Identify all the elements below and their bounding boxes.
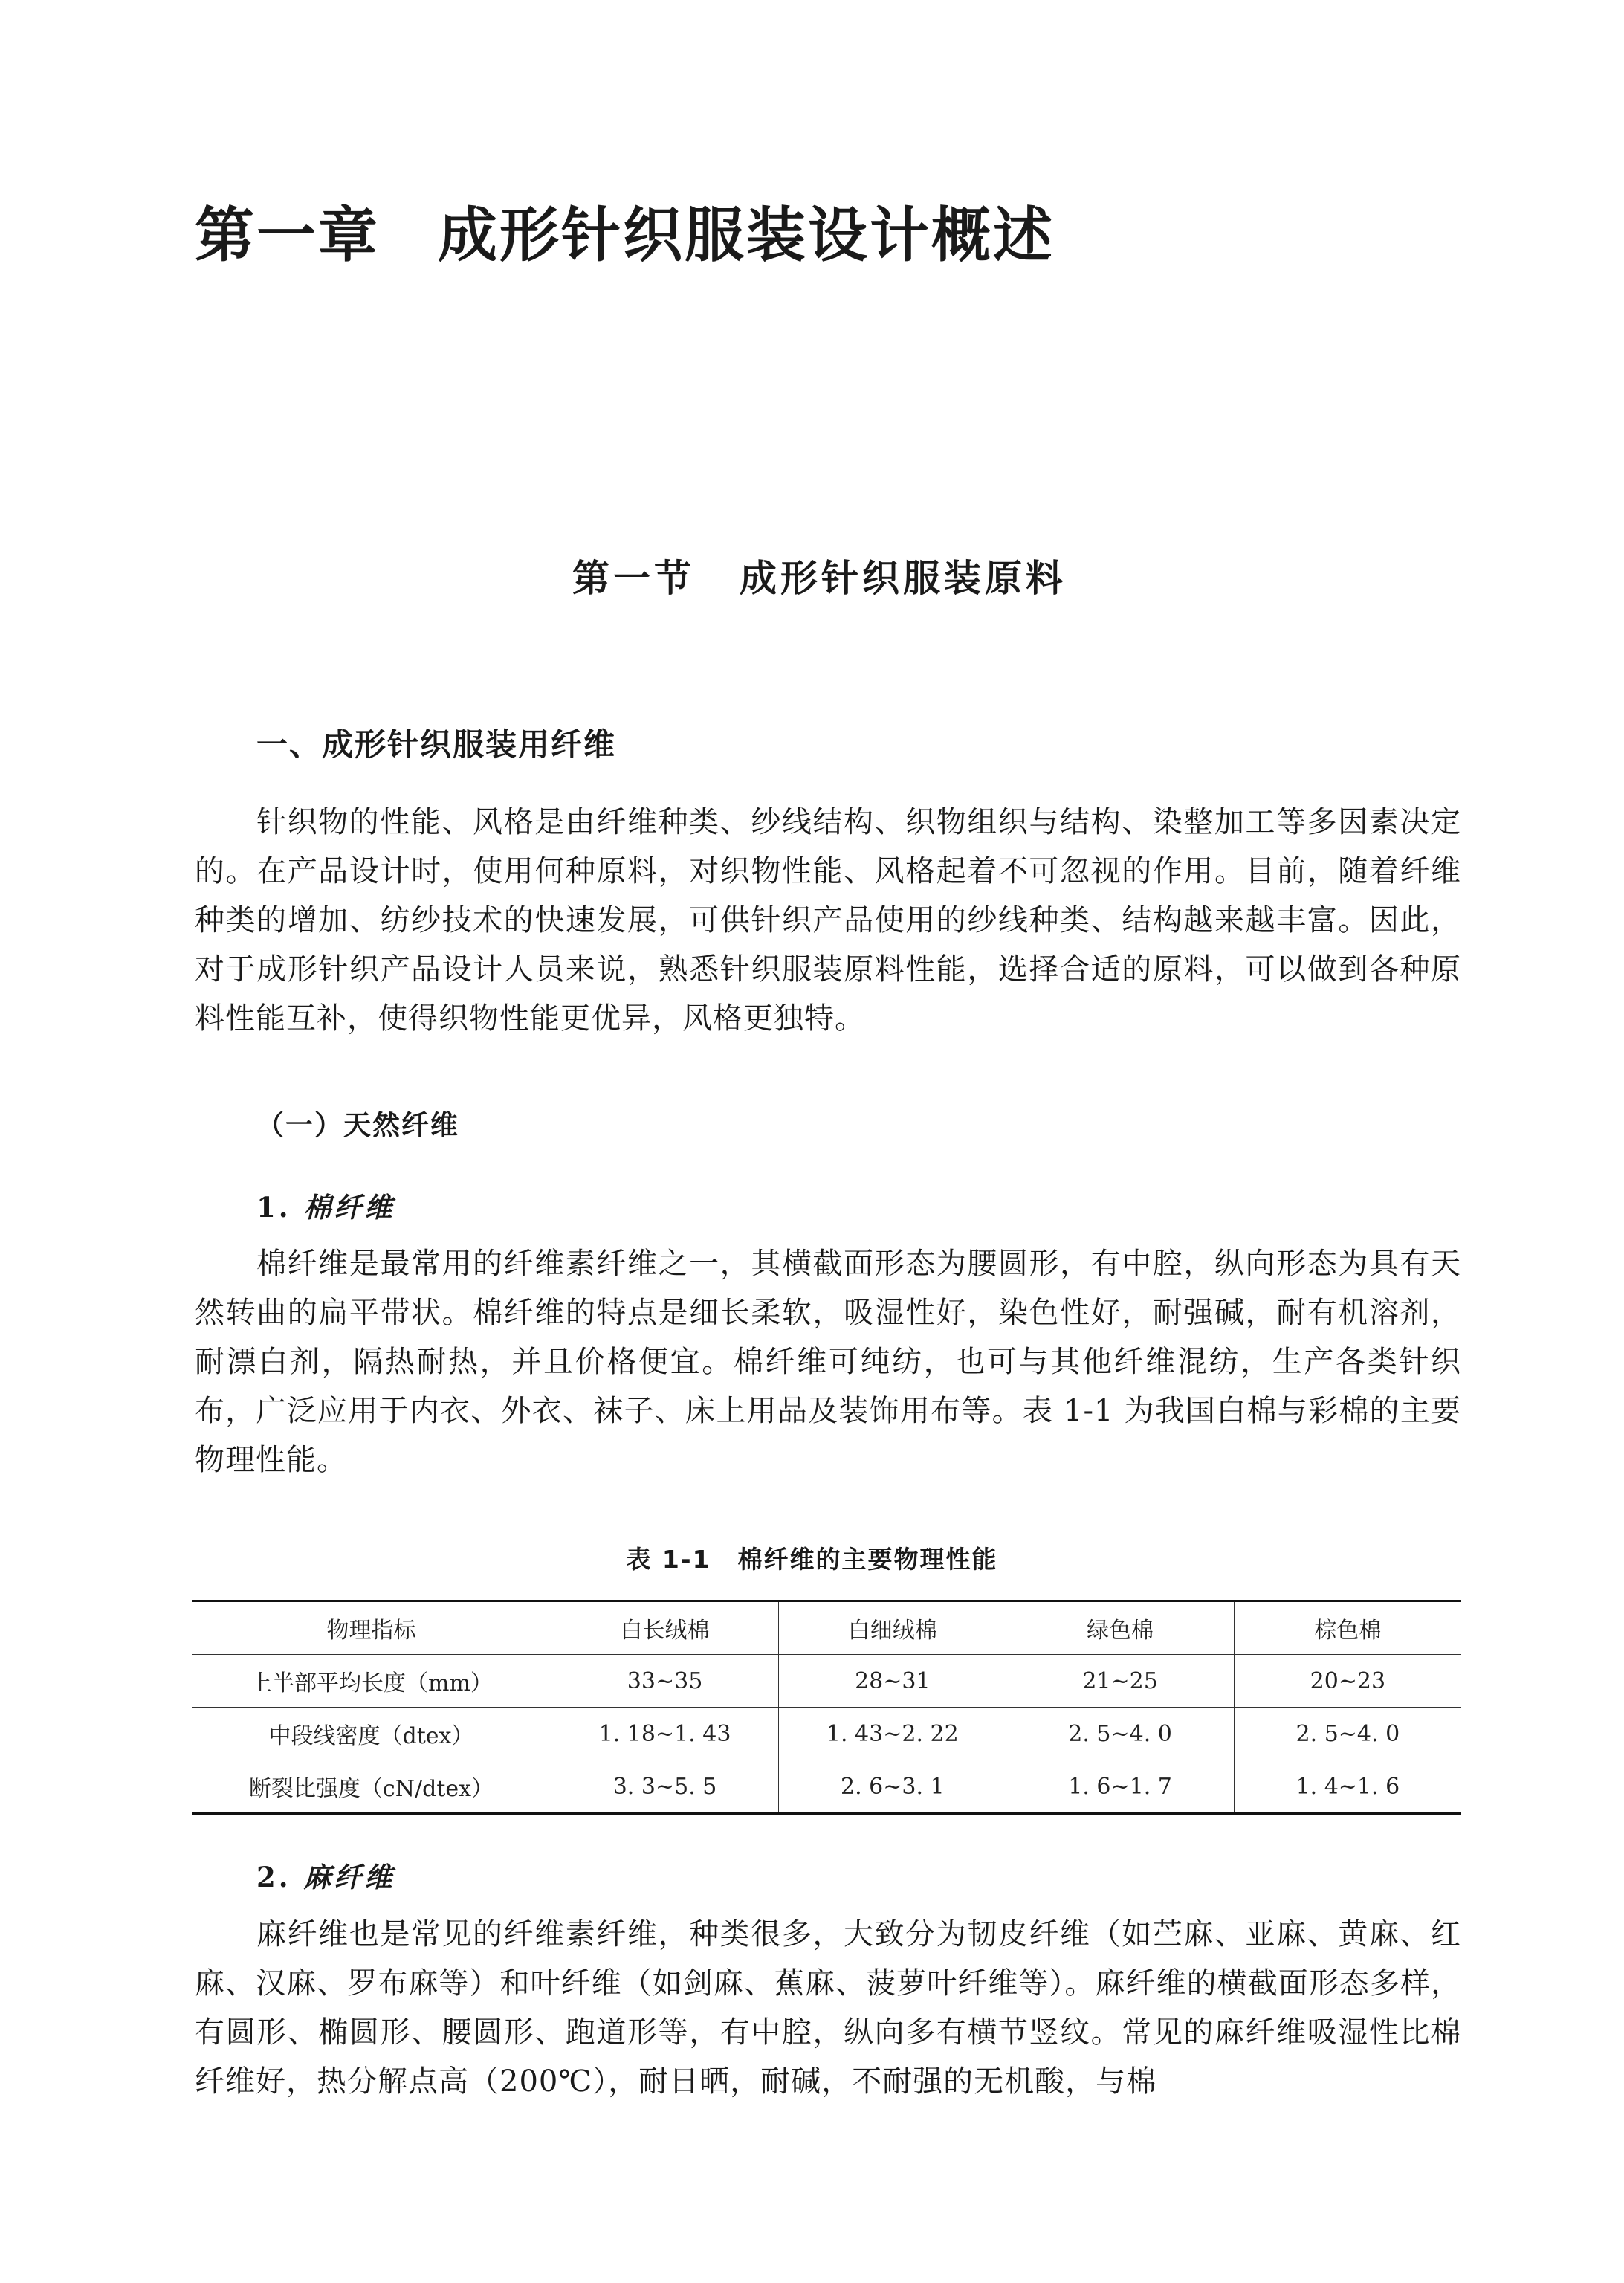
table-cell: 3. 3~5. 5 <box>551 1760 778 1814</box>
heading-cotton <box>256 1191 395 1224</box>
hemp-number: 2. <box>256 1861 291 1893</box>
section-title <box>0 556 1624 601</box>
table-cell: 中段线密度（dtex） <box>268 1723 474 1749</box>
chapter-title-text: 成形针织服装设计概述 <box>438 200 1055 270</box>
heading-hemp <box>256 1861 395 1893</box>
section-label: 第一节 <box>572 557 695 600</box>
table-caption-label: 表 1-1 <box>626 1545 711 1574</box>
subheading-natural-fibers: （一）天然纤维 <box>256 1109 459 1141</box>
table-cell: 1. 6~1. 7 <box>1006 1760 1234 1814</box>
table-cell: 1. 43~2. 22 <box>779 1708 1006 1760</box>
cotton-heading-text: 棉纤维 <box>303 1191 395 1224</box>
table-cell: 断裂比强度（cN/dtex） <box>248 1776 494 1802</box>
table-cell: 1. 4~1. 6 <box>1234 1760 1461 1814</box>
table-caption-title: 棉纤维的主要物理性能 <box>737 1545 998 1574</box>
table-header-cell: 白长绒棉 <box>551 1601 778 1655</box>
hemp-heading-text: 麻纤维 <box>303 1861 395 1893</box>
table-header-cell: 物理指标 <box>326 1618 416 1644</box>
table-cell: 2. 6~3. 1 <box>779 1760 1006 1814</box>
table-cell: 28~31 <box>779 1655 1006 1708</box>
chapter-label: 第一章 <box>195 200 380 270</box>
table-cell: 上半部平均长度（mm） <box>250 1670 493 1696</box>
table-row <box>192 1760 1461 1814</box>
cotton-properties-table <box>192 1600 1461 1815</box>
table-cell: 21~25 <box>1006 1655 1234 1708</box>
table-cell: 33~35 <box>551 1655 778 1708</box>
table-cell: 2. 5~4. 0 <box>1234 1708 1461 1760</box>
cotton-number: 1. <box>256 1191 291 1224</box>
chapter-title <box>195 199 1055 271</box>
table-cell: 1. 18~1. 43 <box>551 1708 778 1760</box>
table-row <box>192 1655 1461 1708</box>
table-header-cell: 棕色棉 <box>1234 1601 1461 1655</box>
table-header-cell: 白细绒棉 <box>779 1601 1006 1655</box>
table-cell: 20~23 <box>1234 1655 1461 1708</box>
intro-paragraph: 针织物的性能、风格是由纤维种类、纱线结构、织物组织与结构、染整加工等多因素决定的。在产品设计时，使用何种原料，对织物性能、风格起着不可忽视的作用。目前，随着纤维种类的增加、纺纱技术的快速发展，可供针织产品使用的纱线种类、结构越来越丰富。因此，对于成形针织产品设计人员来说，熟悉针织服装原料性能，选择合适的原料，可以做到各种原料性能互补，使得织物性能更优异，风格更独特。 <box>195 805 1461 1036</box>
table-caption <box>0 1545 1624 1575</box>
table-header-row <box>192 1601 1461 1655</box>
cotton-paragraph: 棉纤维是最常用的纤维素纤维之一，其横截面形态为腰圆形，有中腔，纵向形态为具有天然转曲的扁平带状。棉纤维的特点是细长柔软，吸湿性好，染色性好，耐强碱，耐有机溶剂，耐漂白剂，隔热耐热，并且价格便宜。棉纤维可纯纺，也可与其他纤维混纺，生产各类针织布，广泛应用于内衣、外衣、袜子、床上用品及装饰用布等。表 1-1 为我国白棉与彩棉的主要物理性能。 <box>195 1247 1461 1477</box>
table-cell: 2. 5~4. 0 <box>1006 1708 1234 1760</box>
section-title-text: 成形针织服装原料 <box>740 557 1067 600</box>
table-header-cell: 绿色棉 <box>1006 1601 1234 1655</box>
heading-fibers: 一、成形针织服装用纤维 <box>256 726 617 763</box>
hemp-paragraph: 麻纤维也是常见的纤维素纤维，种类很多，大致分为韧皮纤维（如苎麻、亚麻、黄麻、红麻、汉麻、罗布麻等）和叶纤维（如剑麻、蕉麻、菠萝叶纤维等）。麻纤维的横截面形态多样，有圆形、椭圆形、腰圆形、跑道形等，有中腔，纵向多有横节竖纹。常见的麻纤维吸湿性比棉纤维好，热分解点高（200℃），耐日晒，耐碱，不耐强的无机酸，与棉 <box>195 1917 1461 2099</box>
table-row <box>192 1708 1461 1760</box>
